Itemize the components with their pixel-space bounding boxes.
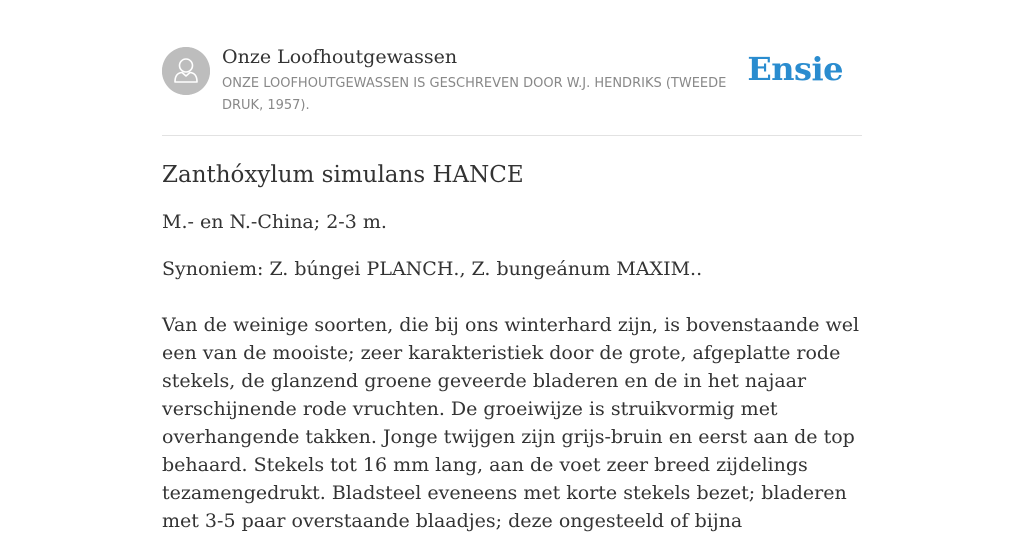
entry-body: Van de weinige soorten, die bij ons winterhard zijn, is bovenstaande wel een van de mooiste; zeer karakteristiek door de grote, afgeplatte rode stekels, de glanzend groene geveerde bladeren en de in het najaar verschijnende rode vruchten. De groeiwijze is struikvormig met overhangende takken. Jonge twijgen zijn grijs-bruin en eerst aan de top behaard. Stekels tot 16 mm lang, aan de voet zeer breed zijdelings tezamengedrukt. Bladsteel eveneens met korte stekels bezet; bladeren met 3-5 paar overstaande blaadjes; deze ongesteeld of bijna <box>162 314 860 532</box>
author-avatar[interactable] <box>162 47 210 95</box>
book-title[interactable]: Onze Loofhoutgewassen <box>222 46 458 68</box>
user-silhouette-icon <box>162 47 210 95</box>
entry-meta: M.- en N.-China; 2-3 m. <box>162 211 387 233</box>
ensie-logo[interactable]: Ensie <box>747 50 843 88</box>
book-subtitle: ONZE LOOFHOUTGEWASSEN IS GESCHREVEN DOOR W.J. HENDRIKS (TWEEDE DRUK, 1957). <box>222 76 727 113</box>
entry-title: Zanthóxylum simulans HANCE <box>162 162 524 188</box>
page-header <box>162 44 862 136</box>
entry-synonyms: Synoniem: Z. búngei PLANCH., Z. bungeánum MAXIM.. <box>162 258 703 280</box>
entry-content <box>162 158 862 535</box>
